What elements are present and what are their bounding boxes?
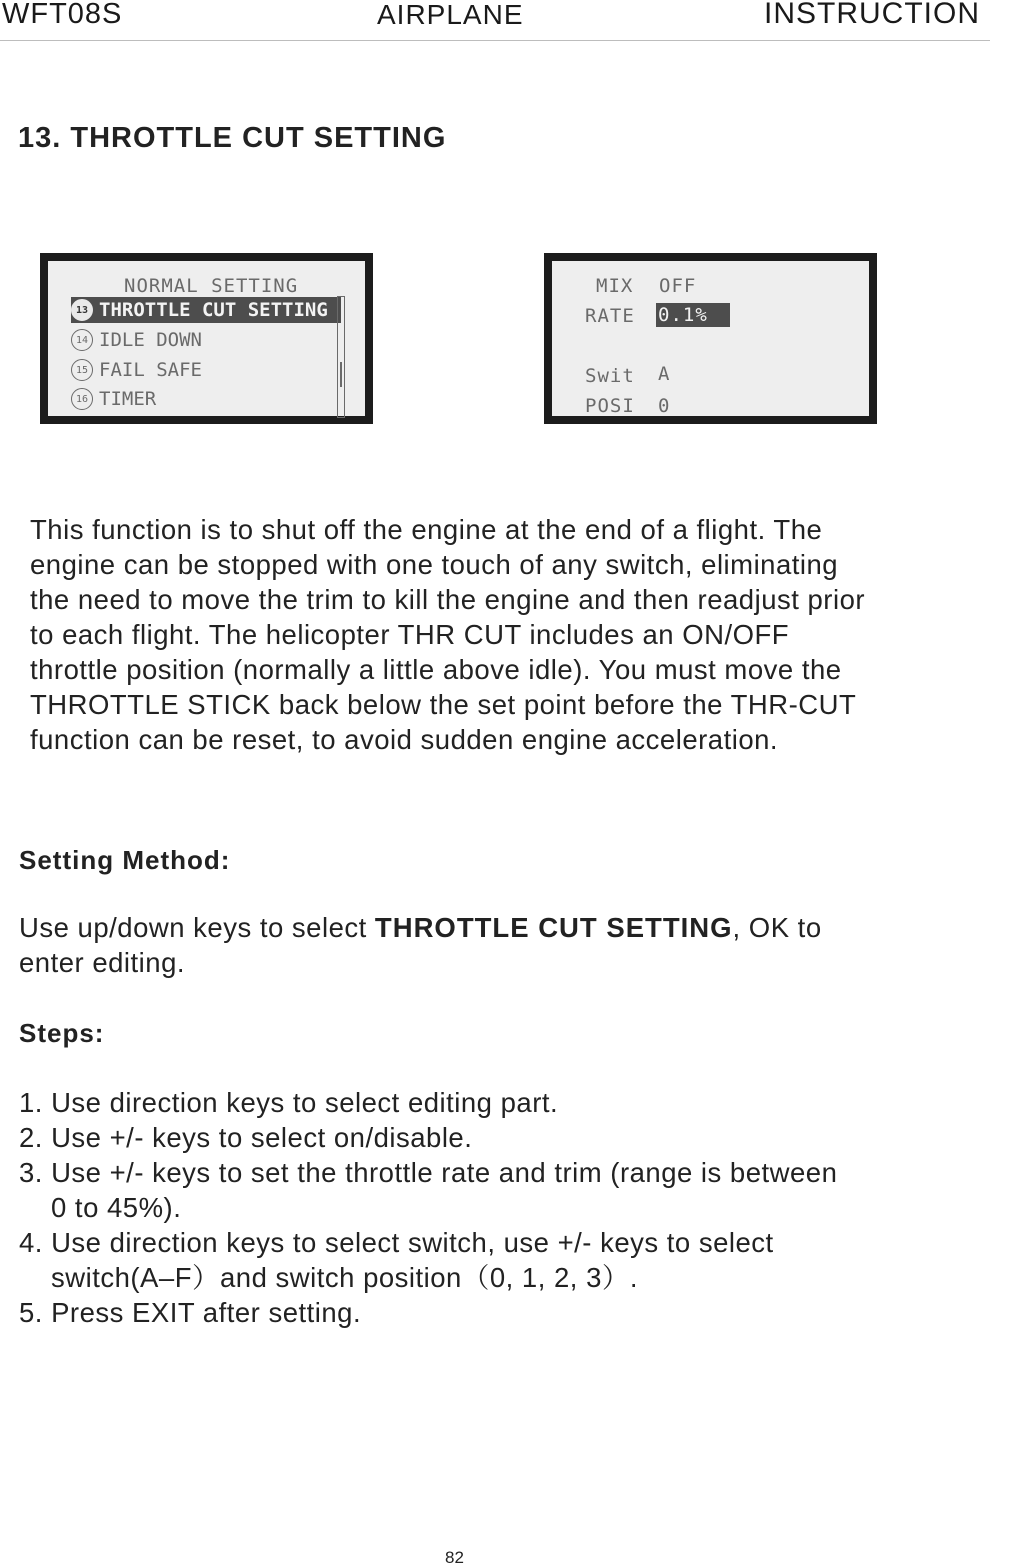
menu-item-label: TIMER <box>99 388 157 410</box>
mix-value: OFF <box>659 275 697 297</box>
lcd-screen-menu <box>40 253 373 424</box>
item-number-badge: 15 <box>71 359 93 381</box>
method-text-after: , OK to <box>732 912 822 943</box>
rate-label: RATE <box>585 305 635 327</box>
description-line: This function is to shut off the engine at the end of a flight. The <box>30 514 823 545</box>
description-line: THROTTLE STICK back below the set point before the THR-CUT <box>30 689 857 720</box>
menu-item-throttle-cut <box>71 297 341 323</box>
scrollbar-thumb <box>340 362 342 387</box>
position-label: POSI <box>585 395 635 417</box>
description-line: function can be reset, to avoid sudden engine acceleration. <box>30 724 779 755</box>
steps-heading: Steps: <box>19 1018 105 1048</box>
page-number: 82 <box>445 1548 464 1567</box>
doc-type-label: INSTRUCTION <box>764 0 980 30</box>
menu-item-idle-down <box>71 327 341 353</box>
description-line: the need to move the trim to kill the engine and then readjust prior <box>30 584 866 615</box>
scrollbar <box>337 296 345 418</box>
item-number-badge: 16 <box>71 388 93 410</box>
rate-value: 0.1% <box>656 303 730 327</box>
lcd-screen-settings-display <box>552 261 869 416</box>
position-value: 0 <box>658 395 671 417</box>
switch-value: A <box>658 363 671 385</box>
method-highlight: THROTTLE CUT SETTING <box>374 912 733 943</box>
setting-method-line2: enter editing. <box>19 947 185 978</box>
switch-label: Swit <box>585 365 635 387</box>
menu-item-timer <box>71 386 341 412</box>
mix-label: MIX <box>596 275 634 297</box>
setting-method-text <box>19 910 822 945</box>
step-item-continued: switch(A–F）and switch position（0, 1, 2, 3）. <box>51 1262 639 1293</box>
menu-item-label: THROTTLE CUT SETTING <box>99 299 328 321</box>
method-text-before: Use up/down keys to select <box>19 912 375 943</box>
section-title: 13. THROTTLE CUT SETTING <box>18 122 447 154</box>
setting-method-heading: Setting Method: <box>19 845 231 875</box>
description-line: engine can be stopped with one touch of any switch, eliminating <box>30 549 839 580</box>
description-line: throttle position (normally a little above idle). You must move the <box>30 654 842 685</box>
lcd-screen-settings <box>544 253 877 424</box>
lcd-screen-menu-display <box>48 261 365 416</box>
header-divider <box>0 40 990 41</box>
step-item: 5. Press EXIT after setting. <box>19 1297 362 1328</box>
item-number-badge: 14 <box>71 329 93 351</box>
step-item: 3. Use +/- keys to set the throttle rate and trim (range is between <box>19 1157 838 1188</box>
step-item: 2. Use +/- keys to select on/disable. <box>19 1122 473 1153</box>
steps-list <box>19 1085 837 1330</box>
description-paragraph <box>30 512 1010 757</box>
model-name: WFT08S <box>2 0 123 30</box>
item-number-badge: 13 <box>71 299 93 321</box>
step-item: 1. Use direction keys to select editing part. <box>19 1087 559 1118</box>
screen-title: NORMAL SETTING <box>124 275 299 297</box>
category-label: AIRPLANE <box>377 0 524 30</box>
step-item-continued: 0 to 45%). <box>51 1192 182 1223</box>
menu-item-fail-safe <box>71 357 341 383</box>
menu-item-label: IDLE DOWN <box>99 329 202 351</box>
description-line: to each flight. The helicopter THR CUT includes an ON/OFF <box>30 619 790 650</box>
step-item: 4. Use direction keys to select switch, use +/- keys to select <box>19 1227 774 1258</box>
menu-item-label: FAIL SAFE <box>99 359 202 381</box>
